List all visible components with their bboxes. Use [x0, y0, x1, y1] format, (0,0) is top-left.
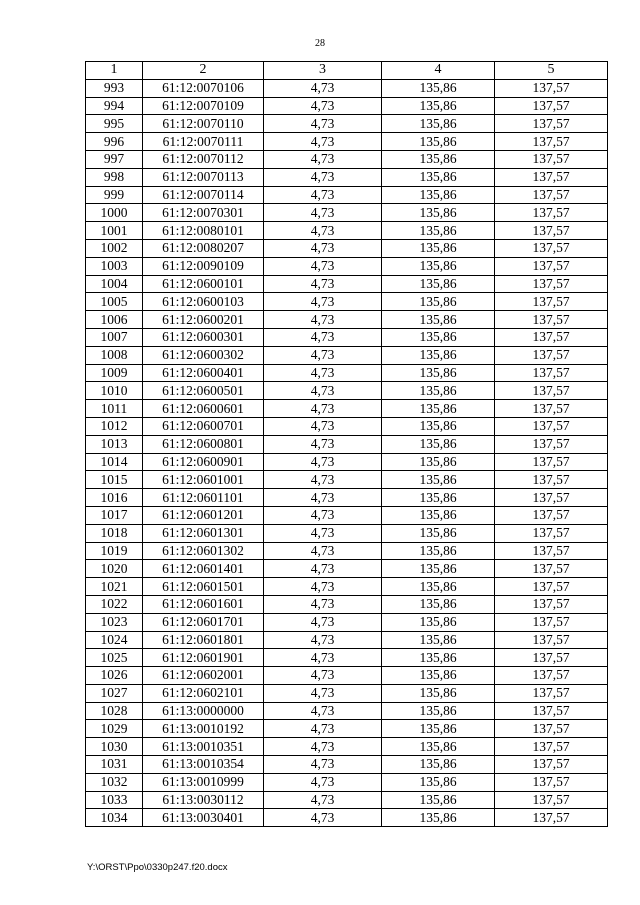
table-row — [86, 311, 608, 329]
table-cell: 137,57 — [495, 560, 608, 578]
table-cell: 4,73 — [264, 275, 382, 293]
table-cell: 137,57 — [495, 364, 608, 382]
table-cell: 4,73 — [264, 293, 382, 311]
table-cell: 135,86 — [382, 506, 495, 524]
table-row — [86, 382, 608, 400]
table-cell: 996 — [86, 133, 143, 151]
table-row — [86, 720, 608, 738]
table-cell: 1002 — [86, 239, 143, 257]
table-cell: 137,57 — [495, 133, 608, 151]
table-cell: 1033 — [86, 791, 143, 809]
column-header: 4 — [382, 62, 495, 80]
table-cell: 137,57 — [495, 435, 608, 453]
table-cell: 135,86 — [382, 204, 495, 222]
table-row — [86, 595, 608, 613]
table-cell: 61:12:0601901 — [143, 649, 264, 667]
table-body — [86, 79, 608, 826]
table-cell: 4,73 — [264, 346, 382, 364]
table-cell: 61:12:0600302 — [143, 346, 264, 364]
table-row — [86, 400, 608, 418]
table-row — [86, 578, 608, 596]
table-cell: 137,57 — [495, 222, 608, 240]
table-cell: 998 — [86, 168, 143, 186]
table-cell: 1003 — [86, 257, 143, 275]
table-cell: 61:12:0070113 — [143, 168, 264, 186]
table-cell: 135,86 — [382, 756, 495, 774]
table-cell: 137,57 — [495, 756, 608, 774]
table-cell: 137,57 — [495, 346, 608, 364]
table-cell: 137,57 — [495, 186, 608, 204]
table-row — [86, 667, 608, 685]
table-cell: 61:12:0600501 — [143, 382, 264, 400]
table-cell: 4,73 — [264, 791, 382, 809]
table-cell: 135,86 — [382, 667, 495, 685]
table-cell: 1022 — [86, 595, 143, 613]
table-cell: 135,86 — [382, 417, 495, 435]
table-cell: 1001 — [86, 222, 143, 240]
table-cell: 61:13:0000000 — [143, 702, 264, 720]
table-cell: 4,73 — [264, 257, 382, 275]
table-cell: 137,57 — [495, 489, 608, 507]
table-cell: 4,73 — [264, 115, 382, 133]
table-row — [86, 684, 608, 702]
table-cell: 137,57 — [495, 613, 608, 631]
table-cell: 61:12:0070114 — [143, 186, 264, 204]
table-cell: 1025 — [86, 649, 143, 667]
table-cell: 135,86 — [382, 257, 495, 275]
column-header: 2 — [143, 62, 264, 80]
table-cell: 135,86 — [382, 542, 495, 560]
table-cell: 61:12:0600401 — [143, 364, 264, 382]
column-header: 5 — [495, 62, 608, 80]
table-cell: 4,73 — [264, 382, 382, 400]
table-cell: 61:12:0600801 — [143, 435, 264, 453]
table-cell: 135,86 — [382, 524, 495, 542]
table-cell: 137,57 — [495, 311, 608, 329]
table-cell: 135,86 — [382, 150, 495, 168]
table-cell: 1023 — [86, 613, 143, 631]
table-cell: 1015 — [86, 471, 143, 489]
table-cell: 1011 — [86, 400, 143, 418]
table-cell: 137,57 — [495, 168, 608, 186]
table-cell: 135,86 — [382, 791, 495, 809]
table-cell: 1030 — [86, 738, 143, 756]
table-cell: 4,73 — [264, 684, 382, 702]
table-cell: 137,57 — [495, 204, 608, 222]
table-cell: 61:12:0601501 — [143, 578, 264, 596]
table-cell: 61:12:0070301 — [143, 204, 264, 222]
table-cell: 137,57 — [495, 702, 608, 720]
table-row — [86, 542, 608, 560]
table-cell: 135,86 — [382, 435, 495, 453]
table-cell: 61:12:0602001 — [143, 667, 264, 685]
table-cell: 4,73 — [264, 417, 382, 435]
table-cell: 61:12:0080101 — [143, 222, 264, 240]
table-row — [86, 417, 608, 435]
table-cell: 1014 — [86, 453, 143, 471]
table-row — [86, 791, 608, 809]
table-cell: 4,73 — [264, 613, 382, 631]
table-cell: 137,57 — [495, 79, 608, 97]
table-cell: 4,73 — [264, 453, 382, 471]
table-cell: 137,57 — [495, 631, 608, 649]
table-cell: 137,57 — [495, 275, 608, 293]
table-cell: 137,57 — [495, 524, 608, 542]
table-cell: 61:12:0601401 — [143, 560, 264, 578]
table-row — [86, 560, 608, 578]
table-cell: 135,86 — [382, 453, 495, 471]
table-row — [86, 97, 608, 115]
table-cell: 4,73 — [264, 471, 382, 489]
table-cell: 137,57 — [495, 738, 608, 756]
table-row — [86, 328, 608, 346]
table-cell: 4,73 — [264, 400, 382, 418]
table-cell: 1013 — [86, 435, 143, 453]
footer-file-path: Y:\ORST\Ppo\0330p247.f20.docx — [87, 862, 228, 873]
table-cell: 135,86 — [382, 489, 495, 507]
table-cell: 137,57 — [495, 293, 608, 311]
table-cell: 4,73 — [264, 649, 382, 667]
table-cell: 1024 — [86, 631, 143, 649]
table-cell: 135,86 — [382, 720, 495, 738]
table-cell: 61:13:0010351 — [143, 738, 264, 756]
table-cell: 4,73 — [264, 809, 382, 827]
table-cell: 135,86 — [382, 560, 495, 578]
table-cell: 1000 — [86, 204, 143, 222]
table-row — [86, 257, 608, 275]
table-cell: 1007 — [86, 328, 143, 346]
table-cell: 4,73 — [264, 328, 382, 346]
table-row — [86, 613, 608, 631]
table-row — [86, 738, 608, 756]
table-cell: 1008 — [86, 346, 143, 364]
table-row — [86, 150, 608, 168]
table-cell: 4,73 — [264, 97, 382, 115]
table-cell: 1032 — [86, 773, 143, 791]
table-cell: 61:12:0601001 — [143, 471, 264, 489]
table-cell: 135,86 — [382, 275, 495, 293]
table-cell: 135,86 — [382, 595, 495, 613]
table-cell: 4,73 — [264, 204, 382, 222]
table-cell: 4,73 — [264, 578, 382, 596]
table-row — [86, 649, 608, 667]
table-cell: 135,86 — [382, 364, 495, 382]
table-cell: 137,57 — [495, 773, 608, 791]
table-cell: 1027 — [86, 684, 143, 702]
table-row — [86, 186, 608, 204]
table-cell: 135,86 — [382, 79, 495, 97]
table-cell: 61:12:0601201 — [143, 506, 264, 524]
table-cell: 61:12:0600701 — [143, 417, 264, 435]
table-row — [86, 773, 608, 791]
table-cell: 61:13:0010999 — [143, 773, 264, 791]
table-cell: 1009 — [86, 364, 143, 382]
table-cell: 61:13:0030112 — [143, 791, 264, 809]
table-cell: 4,73 — [264, 435, 382, 453]
table-row — [86, 79, 608, 97]
table-row — [86, 275, 608, 293]
table-cell: 61:12:0600301 — [143, 328, 264, 346]
table-cell: 135,86 — [382, 133, 495, 151]
table-cell: 4,73 — [264, 542, 382, 560]
table-cell: 1016 — [86, 489, 143, 507]
table-cell: 135,86 — [382, 186, 495, 204]
table-cell: 135,86 — [382, 702, 495, 720]
table-cell: 135,86 — [382, 115, 495, 133]
table-row — [86, 809, 608, 827]
table-cell: 4,73 — [264, 168, 382, 186]
table-cell: 135,86 — [382, 97, 495, 115]
table-cell: 137,57 — [495, 471, 608, 489]
table-cell: 4,73 — [264, 79, 382, 97]
table-cell: 135,86 — [382, 400, 495, 418]
table-cell: 137,57 — [495, 578, 608, 596]
table-cell: 61:12:0070112 — [143, 150, 264, 168]
table-cell: 137,57 — [495, 595, 608, 613]
table-cell: 137,57 — [495, 720, 608, 738]
table-cell: 61:12:0601701 — [143, 613, 264, 631]
table-cell: 4,73 — [264, 631, 382, 649]
table-cell: 61:12:0601301 — [143, 524, 264, 542]
table-cell: 137,57 — [495, 542, 608, 560]
table-row — [86, 239, 608, 257]
table-cell: 135,86 — [382, 738, 495, 756]
table-cell: 4,73 — [264, 133, 382, 151]
table-cell: 993 — [86, 79, 143, 97]
table-cell: 61:12:0070111 — [143, 133, 264, 151]
table-cell: 61:12:0601302 — [143, 542, 264, 560]
table-cell: 61:13:0010354 — [143, 756, 264, 774]
table-row — [86, 471, 608, 489]
table-cell: 1020 — [86, 560, 143, 578]
table-cell: 135,86 — [382, 311, 495, 329]
table-cell: 137,57 — [495, 649, 608, 667]
table-cell: 135,86 — [382, 239, 495, 257]
table-cell: 1031 — [86, 756, 143, 774]
table-row — [86, 293, 608, 311]
table-cell: 61:12:0070106 — [143, 79, 264, 97]
table-cell: 135,86 — [382, 578, 495, 596]
table-cell: 61:12:0601601 — [143, 595, 264, 613]
table-header-row — [86, 62, 608, 80]
table-row — [86, 506, 608, 524]
table-row — [86, 524, 608, 542]
table-cell: 4,73 — [264, 239, 382, 257]
table-cell: 61:12:0601101 — [143, 489, 264, 507]
table-row — [86, 364, 608, 382]
table-cell: 61:13:0010192 — [143, 720, 264, 738]
table-cell: 994 — [86, 97, 143, 115]
table-row — [86, 453, 608, 471]
table-cell: 997 — [86, 150, 143, 168]
table-cell: 4,73 — [264, 756, 382, 774]
table-cell: 1010 — [86, 382, 143, 400]
table-cell: 137,57 — [495, 791, 608, 809]
table-row — [86, 133, 608, 151]
table-cell: 135,86 — [382, 346, 495, 364]
table-cell: 1006 — [86, 311, 143, 329]
table-cell: 1034 — [86, 809, 143, 827]
table-cell: 61:12:0602101 — [143, 684, 264, 702]
table-cell: 4,73 — [264, 311, 382, 329]
table-row — [86, 115, 608, 133]
table-cell: 135,86 — [382, 773, 495, 791]
column-header: 1 — [86, 62, 143, 80]
table-cell: 61:12:0070109 — [143, 97, 264, 115]
table-cell: 135,86 — [382, 809, 495, 827]
table-cell: 135,86 — [382, 293, 495, 311]
table-cell: 61:13:0030401 — [143, 809, 264, 827]
table-cell: 137,57 — [495, 328, 608, 346]
table-cell: 4,73 — [264, 186, 382, 204]
table-cell: 1029 — [86, 720, 143, 738]
table-cell: 4,73 — [264, 524, 382, 542]
table-cell: 135,86 — [382, 471, 495, 489]
table-row — [86, 222, 608, 240]
table-cell: 61:12:0600201 — [143, 311, 264, 329]
table-cell: 137,57 — [495, 97, 608, 115]
table-row — [86, 702, 608, 720]
table-cell: 135,86 — [382, 222, 495, 240]
table-cell: 137,57 — [495, 382, 608, 400]
table-row — [86, 168, 608, 186]
table-cell: 4,73 — [264, 560, 382, 578]
table-cell: 4,73 — [264, 738, 382, 756]
table-cell: 137,57 — [495, 417, 608, 435]
table-cell: 137,57 — [495, 453, 608, 471]
table-cell: 1019 — [86, 542, 143, 560]
table-cell: 1005 — [86, 293, 143, 311]
table-row — [86, 204, 608, 222]
table-cell: 61:12:0600103 — [143, 293, 264, 311]
table-cell: 61:12:0070110 — [143, 115, 264, 133]
table-cell: 135,86 — [382, 168, 495, 186]
table-cell: 61:12:0601801 — [143, 631, 264, 649]
table-cell: 999 — [86, 186, 143, 204]
table-cell: 1028 — [86, 702, 143, 720]
table-row — [86, 756, 608, 774]
table-cell: 137,57 — [495, 239, 608, 257]
table-cell: 1017 — [86, 506, 143, 524]
table-cell: 1012 — [86, 417, 143, 435]
table-cell: 995 — [86, 115, 143, 133]
table-row — [86, 346, 608, 364]
table-cell: 137,57 — [495, 400, 608, 418]
table-row — [86, 435, 608, 453]
table-cell: 135,86 — [382, 613, 495, 631]
table-cell: 4,73 — [264, 773, 382, 791]
table-cell: 61:12:0080207 — [143, 239, 264, 257]
table-cell: 137,57 — [495, 257, 608, 275]
table-cell: 1004 — [86, 275, 143, 293]
table-cell: 61:12:0600101 — [143, 275, 264, 293]
table-row — [86, 631, 608, 649]
table-cell: 137,57 — [495, 667, 608, 685]
table-cell: 4,73 — [264, 667, 382, 685]
table-cell: 135,86 — [382, 649, 495, 667]
table-cell: 1026 — [86, 667, 143, 685]
table-cell: 137,57 — [495, 809, 608, 827]
table-cell: 135,86 — [382, 382, 495, 400]
table-cell: 137,57 — [495, 684, 608, 702]
table-row — [86, 489, 608, 507]
table-cell: 61:12:0600901 — [143, 453, 264, 471]
column-header: 3 — [264, 62, 382, 80]
table-cell: 4,73 — [264, 506, 382, 524]
table-cell: 4,73 — [264, 720, 382, 738]
table-cell: 4,73 — [264, 222, 382, 240]
table-cell: 137,57 — [495, 150, 608, 168]
table-cell: 135,86 — [382, 328, 495, 346]
table-cell: 4,73 — [264, 489, 382, 507]
page-number: 28 — [315, 38, 325, 49]
table-cell: 135,86 — [382, 631, 495, 649]
table-cell: 61:12:0600601 — [143, 400, 264, 418]
table-cell: 4,73 — [264, 595, 382, 613]
table-cell: 61:12:0090109 — [143, 257, 264, 275]
table-cell: 137,57 — [495, 115, 608, 133]
table-cell: 1021 — [86, 578, 143, 596]
table-cell: 135,86 — [382, 684, 495, 702]
data-table — [85, 61, 608, 827]
table-cell: 4,73 — [264, 150, 382, 168]
table-cell: 4,73 — [264, 702, 382, 720]
table-cell: 1018 — [86, 524, 143, 542]
table-cell: 137,57 — [495, 506, 608, 524]
table-cell: 4,73 — [264, 364, 382, 382]
